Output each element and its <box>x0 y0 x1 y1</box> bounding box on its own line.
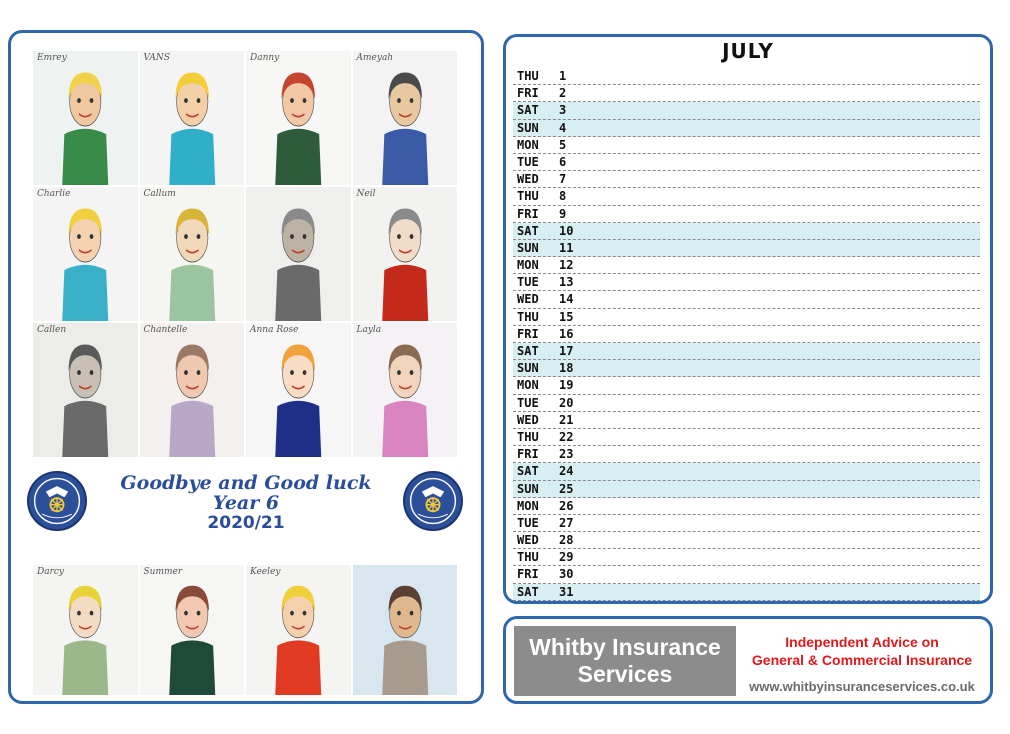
day-name: TUE <box>517 515 539 530</box>
calendar-day-row <box>513 206 980 223</box>
calendar-day-row <box>513 584 980 601</box>
child-drawing <box>353 51 458 185</box>
day-name: SUN <box>517 361 539 376</box>
company-name-line1: Whitby Insurance <box>529 634 721 660</box>
tagline-line2: General & Commercial Insurance <box>751 652 973 668</box>
day-name: FRI <box>517 86 539 101</box>
calendar-day-row <box>513 274 980 291</box>
calendar-day-row <box>513 137 980 154</box>
day-name: THU <box>517 309 539 324</box>
day-number: 27 <box>559 515 574 530</box>
school-badge-icon <box>403 471 463 531</box>
day-name: THU <box>517 429 539 444</box>
tagline-line1: Independent Advice on <box>785 634 939 650</box>
drawing-name-label: Anna Rose <box>250 325 299 335</box>
day-name: SUN <box>517 240 539 255</box>
calendar-day-row <box>513 120 980 137</box>
calendar-day-row <box>513 343 980 360</box>
drawing-name-label: Layla <box>356 325 382 335</box>
day-number: 15 <box>559 309 574 324</box>
school-year-line: 2020/21 <box>207 513 285 533</box>
drawing-name-label: Darcy <box>37 567 65 577</box>
day-number: 8 <box>559 189 567 204</box>
day-number: 20 <box>559 395 574 410</box>
calendar-day-row <box>513 188 980 205</box>
goodbye-message <box>91 473 401 533</box>
calendar-day-row <box>513 102 980 119</box>
calendar-day-row <box>513 223 980 240</box>
day-number: 3 <box>559 103 567 118</box>
calendar-day-row <box>513 549 980 566</box>
calendar-day-row <box>513 481 980 498</box>
calendar-day-row <box>513 377 980 394</box>
calendar-day-row <box>513 429 980 446</box>
day-number: 6 <box>559 154 567 169</box>
calendar-day-row <box>513 412 980 429</box>
day-name: THU <box>517 550 539 565</box>
day-number: 1 <box>559 69 567 83</box>
child-drawing <box>140 323 245 457</box>
artwork-grid <box>33 51 457 457</box>
day-number: 10 <box>559 223 574 238</box>
school-badge-icon <box>27 471 87 531</box>
day-name: THU <box>517 189 539 204</box>
calendar-day-row <box>513 515 980 532</box>
drawing-name-label: Chantelle <box>143 325 188 335</box>
drawing-name-label: Danny <box>250 53 280 63</box>
company-logo <box>514 626 736 696</box>
child-drawing <box>246 51 351 185</box>
child-drawing <box>140 565 245 695</box>
day-number: 22 <box>559 429 574 444</box>
calendar-day-row <box>513 498 980 515</box>
day-number: 24 <box>559 464 574 479</box>
month-title: JULY <box>722 39 774 63</box>
child-drawing <box>246 565 351 695</box>
day-name: WED <box>517 412 539 427</box>
sponsor-advert <box>503 616 993 704</box>
day-number: 30 <box>559 567 574 582</box>
advert-tagline <box>742 633 982 669</box>
calendar-day-row <box>513 257 980 274</box>
day-name: MON <box>517 258 539 273</box>
child-drawing <box>353 187 458 321</box>
day-name: TUE <box>517 275 539 290</box>
drawing-name-label: Emrey <box>37 53 67 63</box>
calendar-day-row <box>513 171 980 188</box>
child-drawing <box>33 565 138 695</box>
day-name: MON <box>517 137 539 152</box>
day-number: 21 <box>559 412 574 427</box>
drawing-name-label: Callum <box>143 189 176 199</box>
day-name: WED <box>517 292 539 307</box>
day-number: 19 <box>559 378 574 393</box>
calendar-day-row <box>513 463 980 480</box>
day-number: 17 <box>559 344 574 358</box>
day-name: MON <box>517 378 539 393</box>
goodbye-line: Goodbye and Good luck <box>120 472 372 494</box>
advert-url: www.whitbyinsuranceservices.co.uk <box>749 679 975 694</box>
day-number: 9 <box>559 206 567 221</box>
day-name: WED <box>517 172 539 187</box>
year-line: Year 6 <box>212 492 280 514</box>
calendar-day-row <box>513 154 980 171</box>
calendar-day-row <box>513 240 980 257</box>
day-name: TUE <box>517 154 539 169</box>
day-name: MON <box>517 498 539 513</box>
calendar-day-row <box>513 85 980 102</box>
day-number: 7 <box>559 172 567 187</box>
day-number: 29 <box>559 550 574 565</box>
day-name: SAT <box>517 464 539 479</box>
day-number: 18 <box>559 361 574 376</box>
drawing-name-label: Ameyah <box>356 53 394 63</box>
day-name: WED <box>517 533 539 548</box>
artwork-row-bottom <box>33 565 457 695</box>
day-number: 31 <box>559 584 574 599</box>
child-drawing <box>33 51 138 185</box>
child-drawing <box>33 187 138 321</box>
artwork-panel <box>8 30 484 704</box>
child-drawing <box>140 51 245 185</box>
calendar-day-row <box>513 446 980 463</box>
day-name: FRI <box>517 326 539 341</box>
drawing-name-label: Summer <box>143 567 183 577</box>
calendar-day-row <box>513 532 980 549</box>
day-number: 16 <box>559 326 574 341</box>
day-name: TUE <box>517 395 539 410</box>
day-name: SAT <box>517 584 539 599</box>
day-number: 2 <box>559 86 567 101</box>
day-name: FRI <box>517 206 539 221</box>
child-drawing <box>353 565 458 695</box>
drawing-name-label: Charlie <box>37 189 71 199</box>
child-drawing <box>140 187 245 321</box>
day-name: SAT <box>517 344 539 358</box>
drawing-name-label: Callen <box>37 325 67 335</box>
day-number: 28 <box>559 533 574 548</box>
calendar-day-row <box>513 291 980 308</box>
calendar-day-row <box>513 566 980 583</box>
day-number: 14 <box>559 292 574 307</box>
day-number: 23 <box>559 447 574 462</box>
day-name: SUN <box>517 481 539 496</box>
day-number: 12 <box>559 258 574 273</box>
calendar-day-row <box>513 360 980 377</box>
goodbye-banner <box>11 471 481 551</box>
day-name: SAT <box>517 223 539 238</box>
day-name: SUN <box>517 120 539 135</box>
day-number: 26 <box>559 498 574 513</box>
child-drawing <box>246 187 351 321</box>
day-name: FRI <box>517 567 539 582</box>
day-number: 13 <box>559 275 574 290</box>
drawing-name-label: Neil <box>356 189 376 199</box>
child-drawing <box>353 323 458 457</box>
drawing-name-label: VANS <box>143 53 170 63</box>
day-number: 5 <box>559 137 567 152</box>
child-drawing <box>246 323 351 457</box>
drawing-name-label: Keeley <box>250 567 281 577</box>
calendar-day-row <box>513 395 980 412</box>
day-number: 25 <box>559 481 574 496</box>
calendar-day-row <box>513 309 980 326</box>
month-calendar <box>503 34 993 604</box>
day-name: SAT <box>517 103 539 118</box>
day-list <box>513 68 980 601</box>
company-name-line2: Services <box>577 661 673 687</box>
day-name: THU <box>517 69 539 83</box>
day-number: 4 <box>559 120 567 135</box>
child-drawing <box>33 323 138 457</box>
calendar-day-row <box>513 68 980 85</box>
day-number: 11 <box>559 240 574 255</box>
calendar-day-row <box>513 326 980 343</box>
day-name: FRI <box>517 447 539 462</box>
